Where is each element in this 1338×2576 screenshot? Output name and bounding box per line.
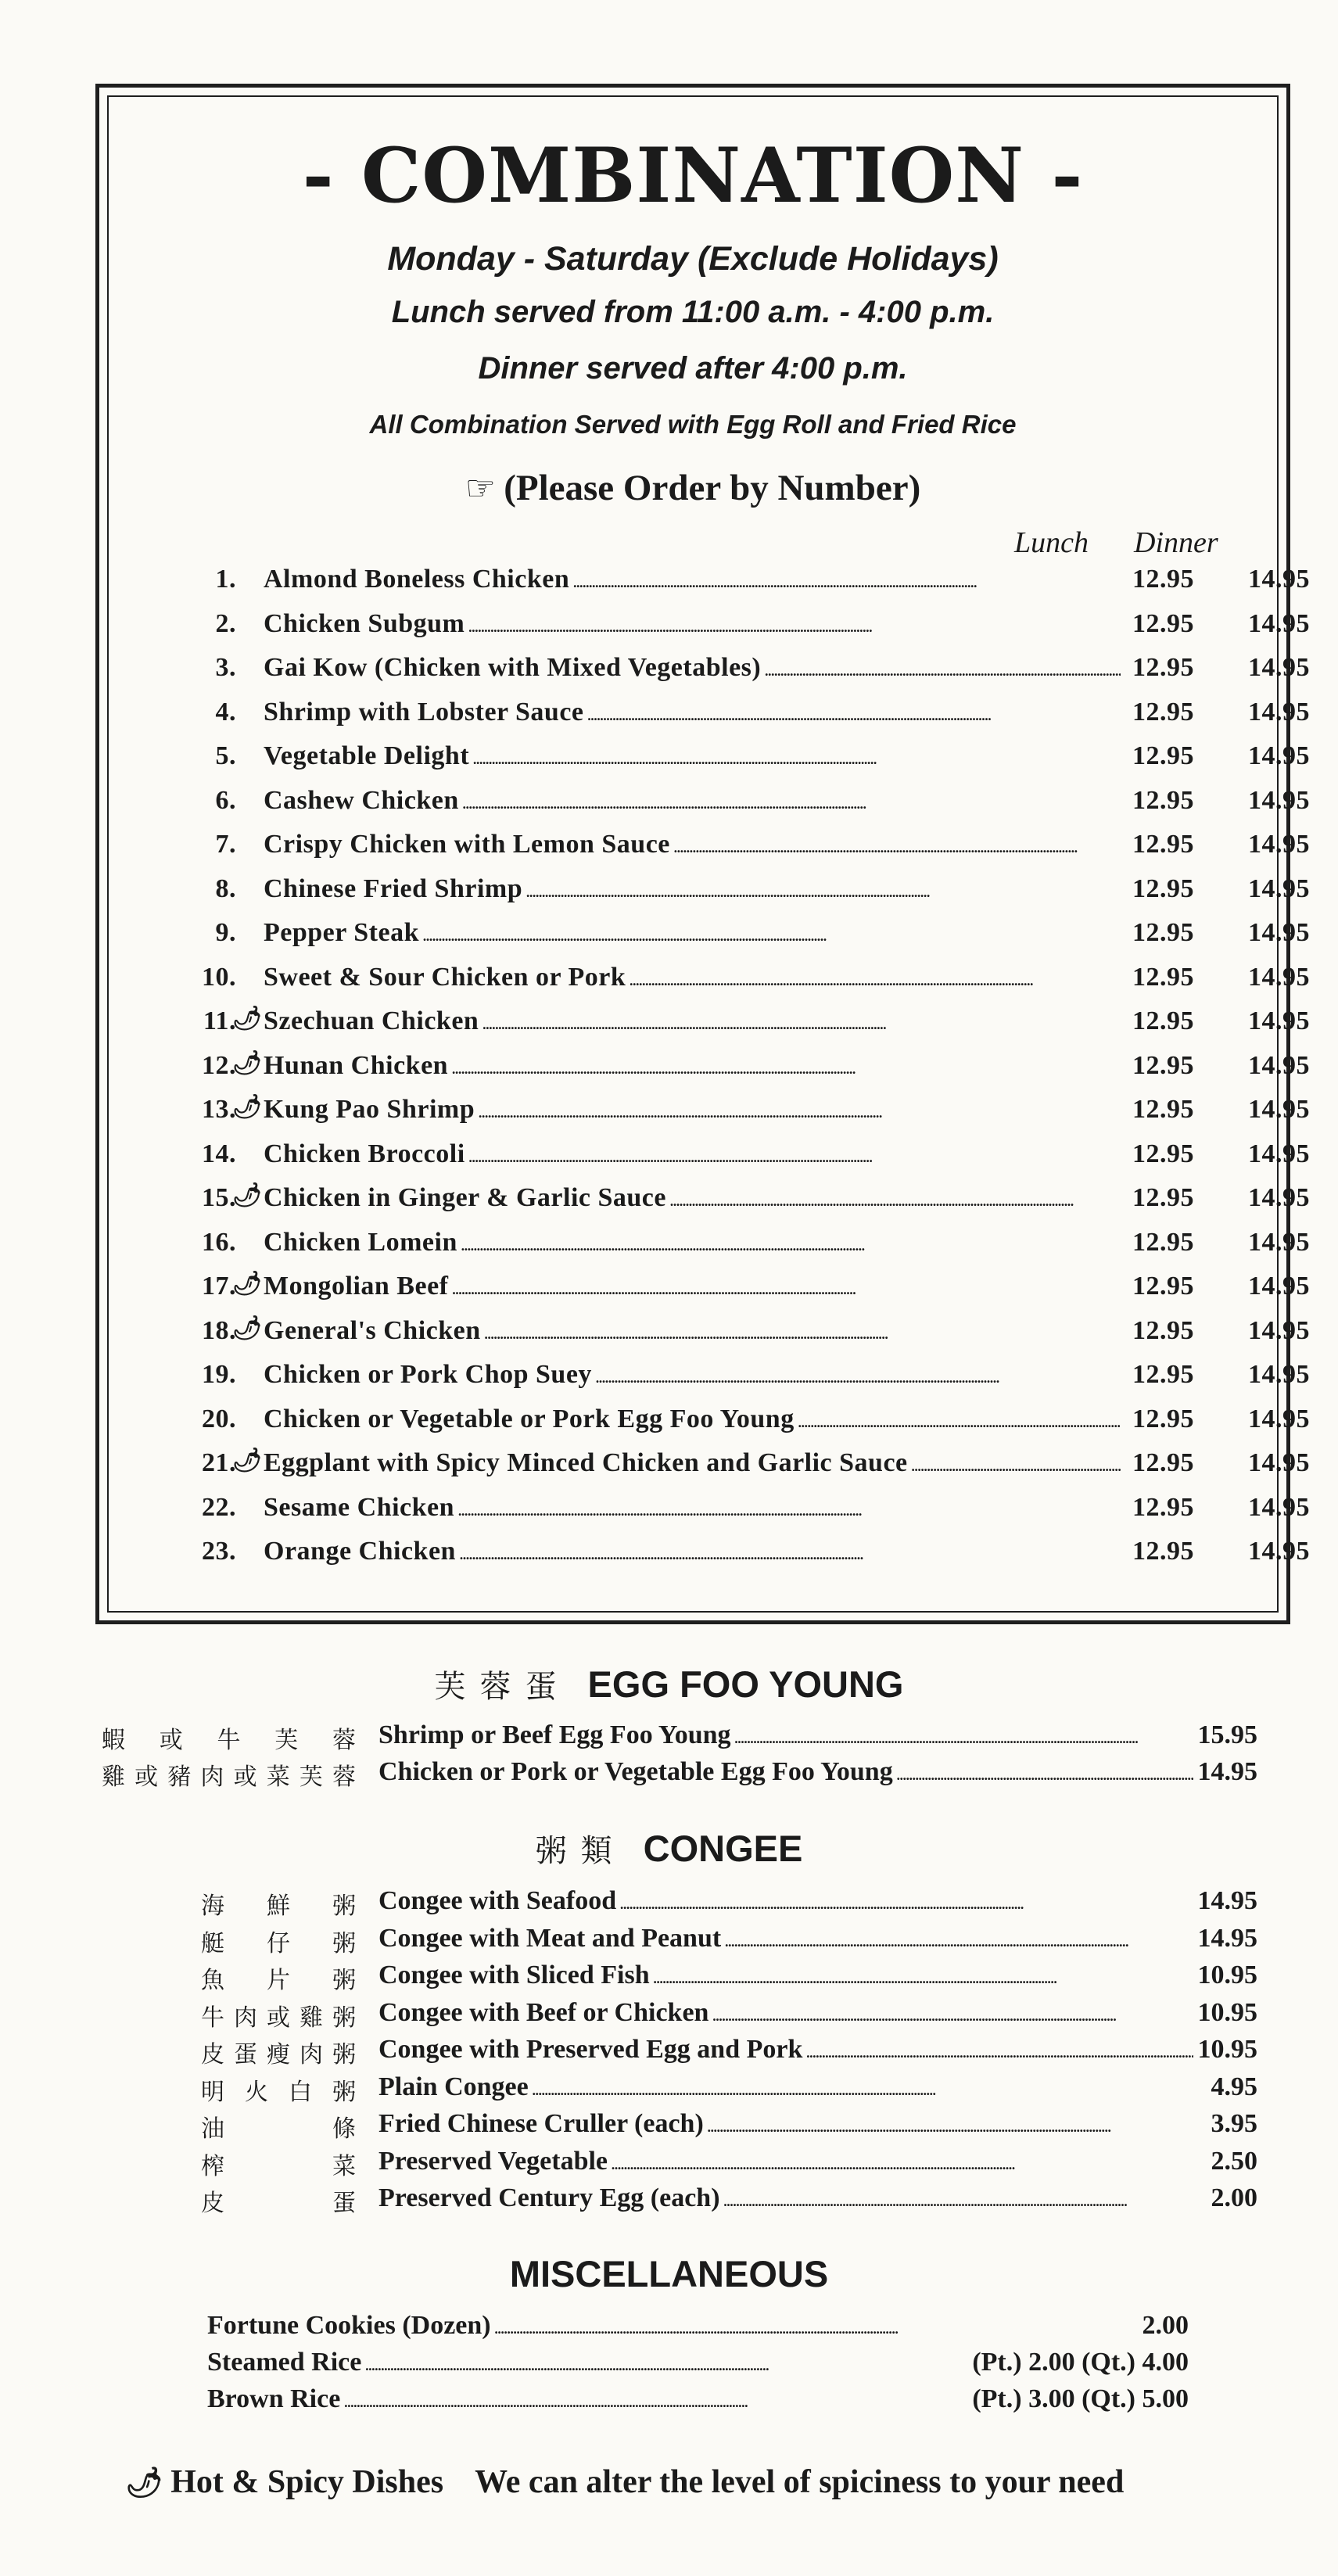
congee-item-row[interactable] [0,2147,1338,2184]
pointing-hand-icon: ☞ [465,468,497,508]
combo-item-dinner-price: 14.95 [1248,1537,1310,1566]
combo-item-row[interactable] [99,1227,1310,1267]
combo-item-leader [264,918,1121,948]
item-leader [207,2311,931,2341]
congee-item-row[interactable] [0,1961,1338,1998]
dot-leader [619,1886,1193,1916]
combo-item-lunch-price: 12.95 [1132,565,1194,594]
combo-item-dinner-price: 14.95 [1248,1006,1310,1035]
dot-leader [451,1272,1121,1301]
combo-item-number: 20. [202,1404,236,1433]
combo-item-number: 3. [215,653,236,682]
congee-heading-en: CONGEE [643,1828,803,1869]
item-name: Congee with Meat and Peanut [378,1923,722,1953]
item-leader [378,2183,1193,2213]
combo-item-lunch-price: 12.95 [1132,830,1194,859]
hot-pepper-icon: 🌶 [125,2465,163,2499]
combo-item-lunch-price: 12.95 [1132,918,1194,947]
item-name: Chicken or Pork or Vegetable Egg Foo Young [378,1757,893,1786]
dot-leader [468,609,1121,639]
combo-item-number: 23. [202,1537,236,1566]
item-name: Preserved Vegetable [378,2146,608,2176]
combo-item-number: 14. [202,1139,236,1168]
combo-item-lunch-price: 12.95 [1132,1272,1194,1301]
item-chinese-name: 艇仔粥 [201,1929,356,1957]
dot-leader [468,1139,1121,1169]
combo-item-lunch-price: 12.95 [1132,1183,1194,1212]
dot-leader [611,2147,1193,2176]
item-chinese-name: 皮蛋瘦肉粥 [201,2041,356,2068]
combo-item-row[interactable] [99,1447,1310,1487]
combo-item-lunch-price: 12.95 [1132,1360,1194,1389]
lunch-hours: Lunch served from 11:00 a.m. - 4:00 p.m. [391,295,995,329]
combo-item-dinner-price: 14.95 [1248,697,1310,727]
hot-pepper-icon: 🌶 [232,1182,263,1209]
combo-item-row[interactable] [99,1537,1310,1576]
combo-item-row[interactable] [99,1005,1310,1046]
combo-item-leader [264,1095,1121,1125]
item-price: (Pt.) 2.00 (Qt.) 4.00 [972,2348,1189,2377]
combo-item-dinner-price: 14.95 [1248,1360,1310,1389]
item-chinese-name: 雞或豬肉或菜芙蓉 [102,1763,356,1791]
dot-leader [472,741,1121,771]
dinner-column-header: Dinner [1134,526,1218,559]
item-name: Congee with Beef or Chicken [378,1997,709,2027]
dot-leader [712,1998,1193,2028]
item-price: (Pt.) 3.00 (Qt.) 5.00 [972,2384,1189,2413]
combo-item-leader [264,1183,1121,1213]
dot-leader [734,1720,1193,1750]
combination-box [95,84,1310,1624]
dot-leader [494,2311,931,2341]
item-chinese-name: 海鮮粥 [201,1893,356,1920]
egg-foo-young-heading-zh: 芙蓉蛋 [434,1669,571,1705]
combo-item-row[interactable] [99,565,1310,604]
item-name: Shrimp or Beef Egg Foo Young [378,1720,731,1749]
item-leader [207,2348,931,2377]
dot-leader [707,2109,1193,2139]
combo-item-number: 6. [215,785,236,815]
combo-item-number: 10. [202,962,236,992]
combo-item-dinner-price: 14.95 [1248,741,1310,770]
dot-leader [572,565,1121,594]
item-chinese-name: 油條 [201,2115,356,2143]
combo-item-row[interactable] [99,1139,1310,1179]
combo-item-dinner-price: 14.95 [1248,1448,1310,1477]
combo-item-dinner-price: 14.95 [1248,1272,1310,1301]
combo-item-row[interactable] [99,653,1310,692]
combo-item-name: Chicken in Ginger & Garlic Sauce [264,1183,666,1212]
combo-item-row[interactable] [99,1093,1310,1134]
combo-item-dinner-price: 14.95 [1248,1227,1310,1257]
dot-leader [629,963,1121,992]
item-leader [207,2384,931,2414]
combo-item-name: Gai Kow (Chicken with Mixed Vegetables) [264,653,762,682]
egg-foo-young-heading-en: EGG FOO YOUNG [587,1663,904,1705]
congee-item-row[interactable] [0,1886,1338,1924]
combo-item-lunch-price: 12.95 [1132,1492,1194,1522]
item-chinese-name: 牛肉或雞粥 [201,2004,356,2032]
combo-item-leader [264,741,1121,771]
combo-item-number: 18. [202,1315,236,1345]
combo-item-number: 22. [202,1492,236,1522]
item-name: Congee with Seafood [378,1886,617,1915]
combo-item-lunch-price: 12.95 [1132,653,1194,682]
combo-item-name: Pepper Steak [264,918,419,947]
combo-item-number: 8. [215,874,236,903]
combo-item-leader [264,963,1121,992]
congee-heading [0,1826,1338,1871]
item-price: 3.95 [1211,2109,1257,2138]
combo-item-row[interactable] [99,1049,1310,1090]
combo-item-lunch-price: 12.95 [1132,1050,1194,1080]
combo-item-number: 19. [202,1360,236,1389]
item-chinese-name: 魚片粥 [201,1967,356,1994]
combo-item-dinner-price: 14.95 [1248,1315,1310,1345]
dot-leader [595,1360,1121,1390]
dot-leader [459,1537,1121,1566]
egg-foo-young-heading [0,1662,1338,1706]
combo-item-leader [264,698,1121,727]
dot-leader [482,1006,1121,1036]
congee-item-row[interactable] [0,1924,1338,1961]
combo-item-dinner-price: 14.95 [1248,653,1310,682]
combo-item-leader [264,653,1121,683]
combo-item-lunch-price: 12.95 [1132,741,1194,770]
served-with-note: All Combination Served with Egg Roll and Fried Rice [369,410,1017,439]
combo-item-leader [264,1493,1121,1523]
item-price: 2.00 [1211,2183,1257,2212]
combo-item-lunch-price: 12.95 [1132,608,1194,638]
combo-item-row[interactable] [99,741,1310,780]
combo-item-name: Cashew Chicken [264,785,459,815]
combo-item-name: Kung Pao Shrimp [264,1095,475,1124]
item-price: 15.95 [1197,1720,1257,1749]
congee-item-row[interactable] [0,2072,1338,2110]
hot-pepper-icon: 🌶 [232,1049,263,1077]
item-chinese-name: 皮蛋 [201,2190,356,2217]
item-price: 14.95 [1197,1757,1257,1786]
hot-pepper-icon: 🌶 [232,1093,263,1121]
dot-leader [457,1493,1121,1523]
combo-item-row[interactable] [99,874,1310,913]
item-price: 2.50 [1211,2146,1257,2176]
dot-leader [724,1924,1193,1954]
combo-item-lunch-price: 12.95 [1132,874,1194,903]
combo-item-number: 15. [202,1183,236,1212]
combo-item-name: Chicken Subgum [264,608,465,638]
combo-item-number: 9. [215,918,236,947]
combo-item-leader [264,786,1121,816]
combo-item-leader [264,1272,1121,1301]
item-leader [378,2072,1193,2102]
combo-item-name: Chicken Lomein [264,1227,457,1257]
dot-leader [532,2072,1193,2102]
hot-pepper-icon: 🌶 [232,1314,263,1342]
combo-item-row[interactable] [99,962,1310,1002]
item-price: 10.95 [1197,2035,1257,2064]
dot-leader [526,874,1121,904]
combo-item-dinner-price: 14.95 [1248,1183,1310,1212]
dot-leader [896,1757,1193,1787]
combo-item-number: 4. [215,697,236,727]
combo-item-name: Chicken or Pork Chop Suey [264,1360,592,1389]
item-leader [378,2035,1193,2065]
dot-leader [422,918,1121,948]
item-price: 14.95 [1197,1886,1257,1915]
combo-item-leader [264,1448,1121,1478]
combo-item-leader [264,1360,1121,1390]
combo-item-number: 21. [202,1448,236,1477]
congee-item-row[interactable] [0,2109,1338,2147]
item-name: Plain Congee [378,2072,529,2101]
item-leader [378,1720,1193,1750]
spicy-legend-label: Hot & Spicy Dishes [170,2464,444,2500]
item-name: Congee with Preserved Egg and Pork [378,2035,803,2064]
combo-item-name: Szechuan Chicken [264,1006,479,1035]
combo-item-lunch-price: 12.95 [1132,1448,1194,1477]
combo-item-name: Hunan Chicken [264,1050,449,1080]
order-note [99,467,1286,509]
combo-item-number: 13. [202,1095,236,1124]
combo-item-row[interactable] [99,1492,1310,1532]
dot-leader [587,698,1121,727]
misc-item-row[interactable] [0,2348,1338,2385]
combo-item-dinner-price: 14.95 [1248,874,1310,903]
item-chinese-name: 蝦或牛芙蓉 [102,1727,356,1754]
combo-item-name: Chinese Fried Shrimp [264,874,523,903]
combo-item-name: Sesame Chicken [264,1492,455,1522]
combo-item-row[interactable] [99,830,1310,869]
combo-item-lunch-price: 12.95 [1132,962,1194,992]
dot-leader [911,1448,1121,1478]
combo-item-number: 7. [215,830,236,859]
congee-item-row[interactable] [0,1998,1338,2036]
dot-leader [484,1316,1121,1346]
combo-item-name: Orange Chicken [264,1537,456,1566]
item-leader [378,2147,1193,2176]
item-leader [378,2109,1193,2139]
combo-item-dinner-price: 14.95 [1248,1139,1310,1168]
combo-item-row[interactable] [99,697,1310,737]
misc-heading: MISCELLANEOUS [509,2253,829,2294]
combo-item-leader [264,1316,1121,1346]
combo-item-dinner-price: 14.95 [1248,565,1310,594]
combo-item-row[interactable] [99,1270,1310,1311]
combo-item-name: Eggplant with Spicy Minced Chicken and Garlic Sauce [264,1448,908,1477]
item-leader [378,1961,1193,1990]
combo-item-name: Chicken or Vegetable or Pork Egg Foo Young [264,1404,795,1433]
dot-leader [673,830,1121,859]
item-leader [378,1757,1193,1787]
combo-item-row[interactable] [99,1182,1310,1222]
item-chinese-name: 明火白粥 [201,2078,356,2106]
item-name: Preserved Century Egg (each) [378,2183,720,2212]
combo-item-row[interactable] [99,918,1310,957]
item-leader [378,1886,1193,1916]
spicy-legend [125,2463,1124,2501]
combo-item-row[interactable] [99,1404,1310,1444]
dinner-hours: Dinner served after 4:00 p.m. [478,351,908,386]
hot-pepper-icon: 🌶 [232,1270,263,1297]
misc-item-row[interactable] [0,2384,1338,2422]
combo-item-dinner-price: 14.95 [1248,1492,1310,1522]
combo-item-row[interactable] [99,785,1310,825]
item-chinese-name: 榨菜 [201,2152,356,2180]
combo-item-leader [264,874,1121,904]
combo-item-dinner-price: 14.95 [1248,1095,1310,1124]
combo-item-leader [264,1006,1121,1036]
combo-item-lunch-price: 12.95 [1132,1404,1194,1433]
dot-leader [669,1183,1121,1213]
combo-item-name: General's Chicken [264,1315,481,1345]
combo-item-leader [264,1228,1121,1258]
item-name: Fortune Cookies (Dozen) [207,2311,491,2340]
combo-item-name: Vegetable Delight [264,741,470,770]
combo-item-number: 12. [202,1050,236,1080]
combo-item-lunch-price: 12.95 [1132,1537,1194,1566]
egg-foo-young-item-row[interactable] [0,1757,1338,1795]
misc-item-row[interactable] [0,2311,1338,2348]
combo-item-number: 17. [202,1272,236,1301]
combo-item-lunch-price: 12.95 [1132,1227,1194,1257]
combo-item-name: Sweet & Sour Chicken or Pork [264,962,626,992]
combo-item-leader [264,1051,1121,1081]
combo-item-lunch-price: 12.95 [1132,785,1194,815]
dot-leader [364,2348,931,2377]
combo-item-number: 5. [215,741,236,770]
combo-item-row[interactable] [99,1314,1310,1355]
dot-leader [462,786,1121,816]
order-note-text: (Please Order by Number) [504,468,921,508]
combo-item-leader [264,609,1121,639]
combo-item-number: 16. [202,1227,236,1257]
combo-item-leader [264,1405,1121,1434]
combo-item-dinner-price: 14.95 [1248,608,1310,638]
combo-item-name: Almond Boneless Chicken [264,565,570,594]
combo-item-lunch-price: 12.95 [1132,1095,1194,1124]
combo-item-number: 2. [215,608,236,638]
combo-item-dinner-price: 14.95 [1248,1050,1310,1080]
item-name: Steamed Rice [207,2348,362,2377]
item-leader [378,1924,1193,1954]
dot-leader [343,2384,931,2414]
egg-foo-young-item-row[interactable] [0,1720,1338,1758]
dot-leader [798,1405,1121,1434]
combo-item-dinner-price: 14.95 [1248,1404,1310,1433]
dot-leader [478,1095,1121,1125]
dot-leader [723,2183,1193,2213]
spicy-legend-note: We can alter the level of spiciness to your need [475,2464,1125,2500]
dot-leader [461,1228,1121,1258]
item-price: 10.95 [1197,1997,1257,2027]
dot-leader [764,653,1121,683]
combo-item-name: Chicken Broccoli [264,1139,465,1168]
combination-title: - COMBINATION - [302,131,1084,220]
combo-item-number: 11. [203,1006,236,1035]
item-name: Congee with Sliced Fish [378,1961,650,1989]
lunch-column-header: Lunch [1014,526,1089,559]
combo-item-leader [264,1139,1121,1169]
combo-item-lunch-price: 12.95 [1132,1006,1194,1035]
combo-item-leader [264,565,1121,594]
combo-item-lunch-price: 12.95 [1132,1139,1194,1168]
dot-leader [653,1961,1193,1990]
combo-item-dinner-price: 14.95 [1248,785,1310,815]
combo-item-lunch-price: 12.95 [1132,697,1194,727]
dot-leader [805,2035,1193,2065]
combo-item-name: Crispy Chicken with Lemon Sauce [264,830,670,859]
congee-item-row[interactable] [0,2183,1338,2221]
item-leader [378,1998,1193,2028]
combo-item-dinner-price: 14.95 [1248,962,1310,992]
item-name: Fried Chinese Cruller (each) [378,2109,704,2138]
combo-item-name: Shrimp with Lobster Sauce [264,697,584,727]
combo-item-name: Mongolian Beef [264,1272,449,1301]
hot-pepper-icon: 🌶 [232,1005,263,1032]
item-name: Brown Rice [207,2384,341,2413]
combo-item-leader [264,830,1121,859]
item-price: 4.95 [1211,2072,1257,2101]
days-note: Monday - Saturday (Exclude Holidays) [387,240,999,278]
combo-item-dinner-price: 14.95 [1248,918,1310,947]
combo-item-lunch-price: 12.95 [1132,1315,1194,1345]
combo-item-number: 1. [215,565,236,594]
hot-pepper-icon: 🌶 [232,1447,263,1474]
combo-item-row[interactable] [99,1360,1310,1399]
congee-heading-zh: 粥類 [535,1833,626,1869]
congee-item-row[interactable] [0,2035,1338,2072]
combo-item-dinner-price: 14.95 [1248,830,1310,859]
combo-item-leader [264,1537,1121,1566]
item-price: 14.95 [1197,1923,1257,1953]
combo-item-row[interactable] [99,608,1310,648]
item-price: 2.00 [1142,2311,1189,2340]
dot-leader [451,1051,1121,1081]
item-price: 10.95 [1197,1961,1257,1989]
